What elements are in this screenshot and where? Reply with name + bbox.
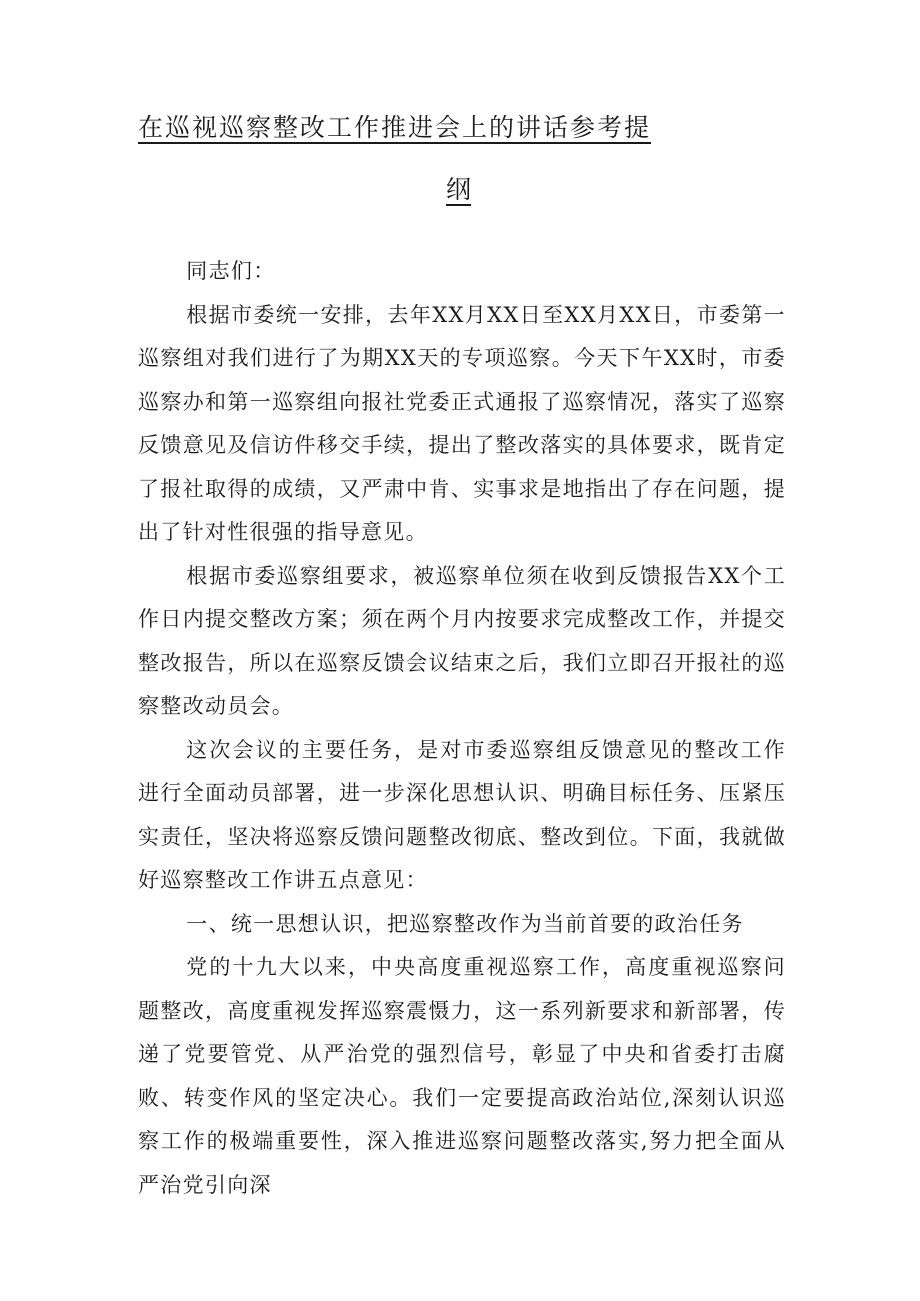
document-title: 在巡视巡察整改工作推进会上的讲话参考提 [138, 113, 652, 142]
document-body [138, 250, 786, 1207]
paragraph: 根据市委巡察组要求，被巡察单位须在收到反馈报告XX个工作日内提交整改方案；须在两个月内按要求完成整改工作，并提交整改报告，所以在巡察反馈会议结束之后，我们立即召开报社的巡察整改动员会。 [138, 563, 786, 718]
salutation: 同志们： [186, 259, 276, 283]
document-title-continuation: 纲 [446, 175, 472, 204]
paragraph: 这次会议的主要任务，是对市委巡察组反馈意见的整改工作进行全面动员部署，进一步深化思想认识、明确目标任务、压紧压实责任，坚决将巡察反馈问题整改彻底、整改到位。下面，我就做好巡察整改工作讲五点意见： [138, 737, 786, 892]
section-heading: 一、统一思想认识，把巡察整改作为当前首要的政治任务 [186, 911, 744, 936]
paragraph: 党的十九大以来，中央高度重视巡察工作，高度重视巡察问题整改，高度重视发挥巡察震慑力，这一系列新要求和新部署，传递了党要管党、从严治党的强烈信号，彰显了中央和省委打击腐败、转变作风的坚定决心。我们一定要提高政治站位,深刻认识巡察工作的极端重要性，深入推进巡察问题整改落实,努力把全面从严治党引向深 [138, 955, 786, 1197]
paragraph: 根据市委统一安排，去年XX月XX日至XX月XX日，市委第一巡察组对我们进行了为期XX天的专项巡察。今天下午XX时，市委巡察办和第一巡察组向报社党委正式通报了巡察情况，落实了巡察反馈意见及信访件移交手续，提出了整改落实的具体要求，既肯定了报社取得的成绩，又严肃中肯、实事求是地指出了存在问题，提出了针对性很强的指导意见。 [138, 302, 786, 544]
